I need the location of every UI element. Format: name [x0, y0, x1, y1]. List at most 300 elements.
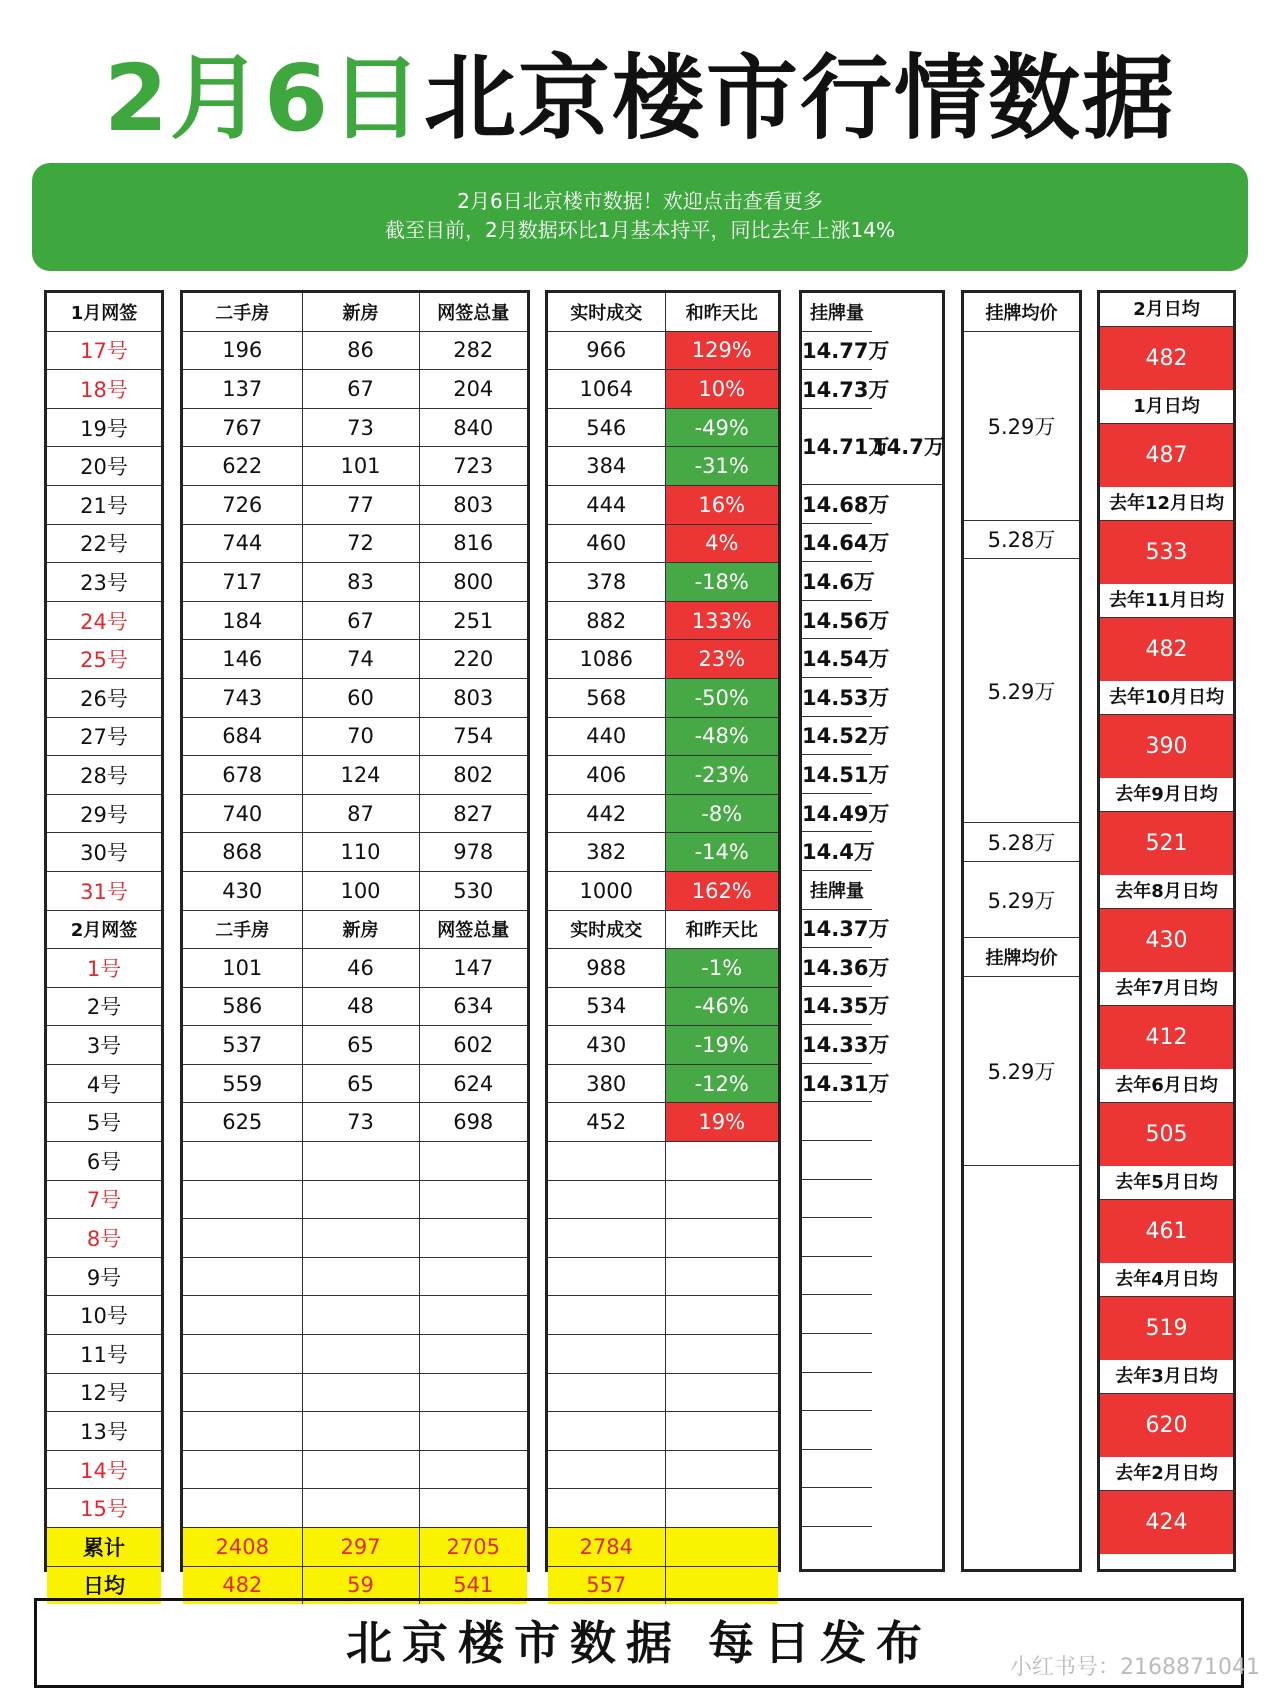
realtime-row — [548, 1296, 778, 1335]
monthly-avg-label: 去年3月日均 — [1100, 1360, 1233, 1394]
date-cell: 27号 — [47, 717, 161, 756]
new-house-cell — [302, 1450, 419, 1489]
second-hand-cell — [183, 1257, 302, 1296]
listing-cell: 14.37万 — [802, 909, 872, 948]
realtime-row — [548, 1450, 778, 1489]
realtime-row — [548, 833, 778, 872]
signing-row — [183, 871, 527, 910]
header-ratio: 和昨天比 — [665, 293, 778, 331]
realtime-row — [548, 1335, 778, 1374]
listing-cell: 14.51万 — [802, 755, 872, 794]
listing-row — [802, 562, 942, 601]
header-listing: 挂牌量 — [802, 293, 872, 331]
header-new-house: 新房 — [302, 910, 419, 949]
ratio-cell — [665, 1219, 778, 1258]
date-cell: 29号 — [47, 794, 161, 833]
date-row — [47, 485, 161, 524]
header-second-hand: 二手房 — [183, 910, 302, 949]
daily-avg-row-label: 日均 — [47, 1566, 161, 1604]
listing-cell — [802, 1372, 872, 1411]
realtime-cell: 1064 — [548, 370, 665, 409]
listing-cell — [802, 1334, 872, 1373]
new-house-cell: 65 — [302, 1026, 419, 1065]
realtime-row — [548, 756, 778, 795]
listing-row — [802, 793, 942, 832]
new-house-cell: 67 — [302, 370, 419, 409]
realtime-row — [548, 1373, 778, 1412]
new-house-cell: 70 — [302, 717, 419, 756]
monthly-avg-value: 521 — [1100, 812, 1233, 875]
total-cell — [419, 1296, 527, 1335]
account-watermark: 小红书号：2168871041 — [1010, 1655, 1260, 1680]
monthly-avg-label: 2月日均 — [1100, 293, 1233, 327]
new-house-cell — [302, 1142, 419, 1181]
realtime-cell: 988 — [548, 949, 665, 988]
page-title — [0, 44, 1280, 154]
realtime-cell: 1086 — [548, 640, 665, 679]
realtime-row — [548, 563, 778, 602]
realtime-cell: 440 — [548, 717, 665, 756]
realtime-cell: 882 — [548, 601, 665, 640]
second-hand-cell: 430 — [183, 871, 302, 910]
date-cell: 20号 — [47, 447, 161, 486]
header-listing: 挂牌量 — [802, 870, 872, 909]
signing-row — [183, 485, 527, 524]
ratio-cell: -23% — [665, 756, 778, 795]
realtime-row — [548, 1026, 778, 1065]
total-cell: 800 — [419, 563, 527, 602]
realtime-cell — [548, 1180, 665, 1219]
realtime-row — [548, 485, 778, 524]
signing-row — [183, 987, 527, 1026]
realtime-cell: 966 — [548, 331, 665, 370]
realtime-cell: 534 — [548, 987, 665, 1026]
total-cell: 251 — [419, 601, 527, 640]
listing-cell — [802, 1179, 872, 1218]
total-cell: 723 — [419, 447, 527, 486]
date-cell: 22号 — [47, 524, 161, 563]
date-row — [47, 1412, 161, 1451]
ratio-cell: -49% — [665, 408, 778, 447]
total-cell: 634 — [419, 987, 527, 1026]
header-new-house: 新房 — [302, 293, 419, 331]
date-cell: 11号 — [47, 1335, 161, 1374]
total-cell: 803 — [419, 678, 527, 717]
date-cell: 15号 — [47, 1489, 161, 1528]
monthly-avg-label: 1月日均 — [1100, 390, 1233, 424]
realtime-row — [548, 1219, 778, 1258]
new-house-cell: 77 — [302, 485, 419, 524]
date-row — [47, 833, 161, 872]
new-house-cell: 72 — [302, 524, 419, 563]
signing-row — [183, 949, 527, 988]
listing-row — [802, 1411, 942, 1450]
signing-row — [183, 1103, 527, 1142]
listing-cell — [802, 1256, 872, 1295]
total-cell — [419, 1257, 527, 1296]
new-house-cell: 60 — [302, 678, 419, 717]
signing-row — [183, 1026, 527, 1065]
total-row-label: 累计 — [47, 1528, 161, 1567]
monthly-average-column — [1097, 290, 1236, 1572]
header-realtime: 实时成交 — [548, 293, 665, 331]
avg-price-cell: 5.29万 — [964, 861, 1079, 937]
monthly-avg-value: 482 — [1100, 618, 1233, 681]
total-cell: 2705 — [419, 1528, 527, 1567]
ratio-cell: -46% — [665, 987, 778, 1026]
realtime-row — [548, 1489, 778, 1528]
monthly-avg-label: 去年2月日均 — [1100, 1457, 1233, 1491]
date-cell: 7号 — [47, 1180, 161, 1219]
ratio-cell — [665, 1257, 778, 1296]
second-hand-cell: 586 — [183, 987, 302, 1026]
signing-row — [183, 1489, 527, 1528]
monthly-avg-value: 461 — [1100, 1200, 1233, 1263]
signing-row — [183, 794, 527, 833]
date-row — [47, 1142, 161, 1181]
signing-row — [183, 447, 527, 486]
realtime-cell: 444 — [548, 485, 665, 524]
ratio-cell — [665, 1142, 778, 1181]
realtime-cell: 384 — [548, 447, 665, 486]
listing-cell — [802, 1449, 872, 1488]
realtime-row — [548, 408, 778, 447]
total-row — [548, 1528, 778, 1567]
listing-cell — [802, 1295, 872, 1334]
new-house-cell: 65 — [302, 1064, 419, 1103]
avg-price-cell: 5.29万 — [964, 976, 1079, 1165]
date-cell: 5号 — [47, 1103, 161, 1142]
date-cell: 30号 — [47, 833, 161, 872]
total-cell: 840 — [419, 408, 527, 447]
second-hand-cell: 196 — [183, 331, 302, 370]
listing-row — [802, 1141, 942, 1180]
realtime-row — [548, 871, 778, 910]
new-house-cell: 74 — [302, 640, 419, 679]
signing-row — [183, 1335, 527, 1374]
realtime-row — [548, 987, 778, 1026]
second-hand-cell: 2408 — [183, 1528, 302, 1567]
monthly-avg-label: 去年5月日均 — [1100, 1166, 1233, 1200]
listing-cell: 14.35万 — [802, 986, 872, 1025]
signing-row — [183, 1064, 527, 1103]
listing-row — [802, 1218, 942, 1257]
ratio-cell: -12% — [665, 1064, 778, 1103]
header-row — [802, 293, 942, 331]
listing-row — [802, 948, 942, 987]
signing-row — [183, 1450, 527, 1489]
date-cell: 21号 — [47, 485, 161, 524]
monthly-avg-label: 去年6月日均 — [1100, 1069, 1233, 1103]
date-row — [47, 1373, 161, 1412]
new-house-cell: 73 — [302, 408, 419, 447]
total-cell — [419, 1412, 527, 1451]
total-cell: 282 — [419, 331, 527, 370]
listing-row — [802, 1179, 942, 1218]
signing-row — [183, 524, 527, 563]
second-hand-cell — [183, 1180, 302, 1219]
date-row — [47, 1257, 161, 1296]
title-date: 2月6日 — [103, 45, 424, 152]
total-cell: 530 — [419, 871, 527, 910]
date-cell: 1号 — [47, 949, 161, 988]
avg-price-row — [964, 976, 1079, 1165]
date-row — [47, 1180, 161, 1219]
monthly-avg-value: 390 — [1100, 715, 1233, 778]
date-row — [47, 370, 161, 409]
second-hand-cell — [183, 1296, 302, 1335]
date-row — [47, 447, 161, 486]
new-house-cell — [302, 1412, 419, 1451]
signing-row — [183, 1412, 527, 1451]
avg-price-row — [964, 520, 1079, 559]
ratio-cell: 23% — [665, 640, 778, 679]
date-cell: 6号 — [47, 1142, 161, 1181]
total-cell: 220 — [419, 640, 527, 679]
new-house-cell — [302, 1219, 419, 1258]
second-hand-cell: 622 — [183, 447, 302, 486]
new-house-cell: 101 — [302, 447, 419, 486]
avg-price-cell: 5.29万 — [964, 559, 1079, 823]
monthly-avg-value: 424 — [1100, 1491, 1233, 1554]
signing-row — [183, 1257, 527, 1296]
ratio-cell — [665, 1296, 778, 1335]
new-house-cell: 110 — [302, 833, 419, 872]
realtime-cell — [548, 1373, 665, 1412]
realtime-row — [548, 1142, 778, 1181]
daily-avg-row — [802, 1527, 942, 1565]
date-row — [47, 949, 161, 988]
ratio-cell: -31% — [665, 447, 778, 486]
listing-row — [802, 909, 942, 948]
listing-cell — [802, 1141, 872, 1180]
new-house-cell: 297 — [302, 1528, 419, 1567]
date-cell: 8号 — [47, 1219, 161, 1258]
second-hand-cell — [183, 1489, 302, 1528]
listing-row — [802, 716, 942, 755]
realtime-cell: 1000 — [548, 871, 665, 910]
ratio-cell — [665, 1528, 778, 1567]
second-hand-cell — [183, 1219, 302, 1258]
ratio-cell: -1% — [665, 949, 778, 988]
realtime-cell: 380 — [548, 1064, 665, 1103]
header-avg-price: 挂牌均价 — [964, 938, 1079, 977]
realtime-row — [548, 678, 778, 717]
date-row — [47, 1219, 161, 1258]
listing-row — [802, 1449, 942, 1488]
realtime-row — [548, 524, 778, 563]
total-cell: 624 — [419, 1064, 527, 1103]
realtime-row — [548, 447, 778, 486]
date-cell: 9号 — [47, 1257, 161, 1296]
avg-price-cell: 5.28万 — [964, 823, 1079, 862]
monthly-avg-value: 533 — [1100, 521, 1233, 584]
total-cell: 816 — [419, 524, 527, 563]
ratio-cell — [665, 1450, 778, 1489]
listing-cell: 14.52万 — [802, 716, 872, 755]
realtime-row — [548, 1103, 778, 1142]
monthly-avg-label: 去年9月日均 — [1100, 778, 1233, 812]
avg-price-row — [964, 1165, 1079, 1654]
monthly-avg-label: 去年8月日均 — [1100, 875, 1233, 909]
listing-row — [802, 484, 942, 523]
avg-price-row — [964, 823, 1079, 862]
new-house-cell — [302, 1373, 419, 1412]
realtime-row — [548, 1064, 778, 1103]
date-cell: 18号 — [47, 370, 161, 409]
total-cell: 754 — [419, 717, 527, 756]
monthly-avg-value: 487 — [1100, 424, 1233, 487]
total-row — [47, 1528, 161, 1567]
listing-cell: 14.73万 — [802, 370, 872, 409]
signing-row — [183, 601, 527, 640]
realtime-cell: 460 — [548, 524, 665, 563]
listing-cell: 14.4万 — [802, 832, 872, 871]
new-house-cell: 46 — [302, 949, 419, 988]
ratio-cell: -18% — [665, 563, 778, 602]
listing-row — [802, 331, 942, 370]
footer-text: 北京楼市数据 每日发布 — [345, 1616, 932, 1670]
realtime-cell — [548, 1450, 665, 1489]
listing-cell — [802, 1527, 872, 1565]
realtime-cell: 430 — [548, 1026, 665, 1065]
monthly-avg-label: 去年12月日均 — [1100, 487, 1233, 521]
ratio-cell: 129% — [665, 331, 778, 370]
signing-row — [183, 331, 527, 370]
ratio-cell: -48% — [665, 717, 778, 756]
new-house-cell — [302, 1180, 419, 1219]
new-house-cell: 67 — [302, 601, 419, 640]
realtime-table — [545, 290, 781, 1598]
realtime-row — [548, 640, 778, 679]
date-cell: 24号 — [47, 601, 161, 640]
banner-line-2: 截至目前，2月数据环比1月基本持平，同比去年上涨14% — [385, 218, 895, 242]
second-hand-cell: 744 — [183, 524, 302, 563]
listing-cell — [802, 1218, 872, 1257]
realtime-row — [548, 1257, 778, 1296]
listing-cell: 14.64万 — [802, 523, 872, 562]
monthly-avg-label: 去年4月日均 — [1100, 1263, 1233, 1297]
realtime-cell: 406 — [548, 756, 665, 795]
ratio-cell: -19% — [665, 1026, 778, 1065]
new-house-cell: 73 — [302, 1103, 419, 1142]
new-house-cell: 87 — [302, 794, 419, 833]
date-cell: 31号 — [47, 871, 161, 910]
date-row — [47, 408, 161, 447]
total-cell: 802 — [419, 756, 527, 795]
header-row — [548, 910, 778, 949]
realtime-row — [548, 370, 778, 409]
date-cell: 13号 — [47, 1412, 161, 1451]
second-hand-cell: 684 — [183, 717, 302, 756]
date-cell: 26号 — [47, 678, 161, 717]
realtime-cell — [548, 1412, 665, 1451]
monthly-avg-value: 482 — [1100, 327, 1233, 390]
new-house-cell: 100 — [302, 871, 419, 910]
ratio-cell — [665, 1412, 778, 1451]
date-row — [47, 1064, 161, 1103]
listing-row — [802, 1063, 942, 1102]
listing-row — [802, 1025, 942, 1064]
second-hand-cell: 767 — [183, 408, 302, 447]
header-row — [183, 293, 527, 331]
total-row — [802, 1488, 942, 1527]
ratio-cell: 162% — [665, 871, 778, 910]
listing-cell — [802, 1411, 872, 1450]
realtime-cell: 546 — [548, 408, 665, 447]
ratio-cell: 4% — [665, 524, 778, 563]
date-cell: 3号 — [47, 1026, 161, 1065]
realtime-cell: 2784 — [548, 1528, 665, 1567]
date-row — [47, 601, 161, 640]
avg-price-cell: 5.28万 — [964, 520, 1079, 559]
total-cell: 803 — [419, 485, 527, 524]
date-cell: 2号 — [47, 987, 161, 1026]
date-cell: 19号 — [47, 408, 161, 447]
ratio-cell: 19% — [665, 1103, 778, 1142]
second-hand-cell — [183, 1142, 302, 1181]
signing-row — [183, 1142, 527, 1181]
ratio-cell: -8% — [665, 794, 778, 833]
new-house-cell — [302, 1257, 419, 1296]
ratio-cell: -50% — [665, 678, 778, 717]
date-cell: 4号 — [47, 1064, 161, 1103]
date-row — [47, 871, 161, 910]
listing-row — [802, 370, 942, 409]
date-row — [47, 640, 161, 679]
total-cell — [419, 1142, 527, 1181]
total-row — [183, 1528, 527, 1567]
ratio-cell — [665, 1373, 778, 1412]
signing-row — [183, 563, 527, 602]
banner-line-1: 2月6日北京楼市数据！欢迎点击查看更多 — [457, 189, 823, 213]
listing-row — [802, 1256, 942, 1295]
listing-row — [802, 1102, 942, 1141]
total-cell — [419, 1219, 527, 1258]
total-cell: 147 — [419, 949, 527, 988]
date-cell: 14号 — [47, 1450, 161, 1489]
signing-row — [183, 1219, 527, 1258]
signing-row — [183, 640, 527, 679]
monthly-avg-value: 620 — [1100, 1394, 1233, 1457]
listing-row — [802, 1372, 942, 1411]
date-row — [47, 1026, 161, 1065]
listing-cell: 14.36万 — [802, 948, 872, 987]
header-realtime: 实时成交 — [548, 910, 665, 949]
signing-row — [183, 756, 527, 795]
listing-row — [802, 1334, 942, 1373]
date-row — [47, 987, 161, 1026]
second-hand-cell: 625 — [183, 1103, 302, 1142]
date-row — [47, 563, 161, 602]
new-house-cell — [302, 1489, 419, 1528]
new-house-cell: 86 — [302, 331, 419, 370]
listing-cell: 14.7万 — [872, 408, 942, 484]
listing-cell: 14.53万 — [802, 677, 872, 716]
realtime-row — [548, 1180, 778, 1219]
realtime-row — [548, 331, 778, 370]
signing-row — [183, 717, 527, 756]
total-cell — [419, 1180, 527, 1219]
second-hand-cell — [183, 1412, 302, 1451]
realtime-cell: 442 — [548, 794, 665, 833]
avg-price-cell — [964, 1165, 1079, 1654]
realtime-cell: 378 — [548, 563, 665, 602]
header-row — [47, 293, 161, 331]
realtime-cell — [548, 1257, 665, 1296]
second-hand-cell: 717 — [183, 563, 302, 602]
date-row — [47, 756, 161, 795]
